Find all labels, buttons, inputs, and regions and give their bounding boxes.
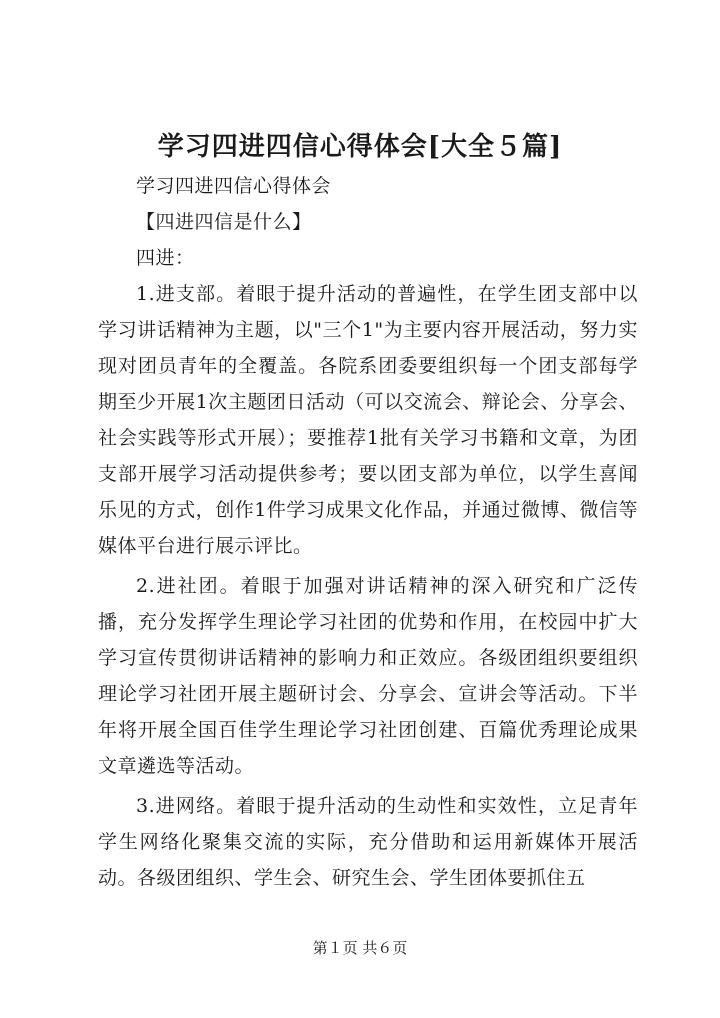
paragraph-item-1: 1.进支部。着眼于提升活动的普遍性，在学生团支部中以学习讲话精神为主题，以"三个1"为主要内容开展活动，努力实现对团员青年的全覆盖。各院系团委要组织每一个团支部每学期至少开展1次主题团日活动（可以交流会、辩论会、分享会、社会实践等形式开展）；要推荐1批有关学习书籍和文章，为团支部开展学习活动提供参考；要以团支部为单位，以学生喜闻乐见的方式，创作1件学习成果文化作品，并通过微博、微信等媒体平台进行展示评比。 [98,283,638,557]
paragraph-subtitle: 学习四进四信心得体会 [136,175,332,197]
page-footer: 第１页 共６页 [312,939,408,957]
paragraph-section-heading: 【四进四信是什么】 [136,211,312,233]
paragraph-item-3: 3.进网络。着眼于提升活动的生动性和实效性，立足青年学生网络化聚集交流的实际，充分借助和运用新媒体开展活动。各级团组织、学生会、研究生会、学生团体要抓住五 [98,795,638,889]
document-body [98,168,638,896]
paragraph-four-advances-label: 四进： [136,247,195,269]
paragraph-item-2: 2.进社团。着眼于加强对讲话精神的深入研究和广泛传播，充分发挥学生理论学习社团的优势和作用，在校园中扩大学习宣传贯彻讲话精神的影响力和正效应。各级团组织要组织理论学习社团开展主题研讨会、分享会、宣讲会等活动。下半年将开展全国百佳学生理论学习社团创建、百篇优秀理论成果文章遴选等活动。 [98,575,638,777]
document-title: 学习四进四信心得体会[大全５篇] [157,132,563,162]
